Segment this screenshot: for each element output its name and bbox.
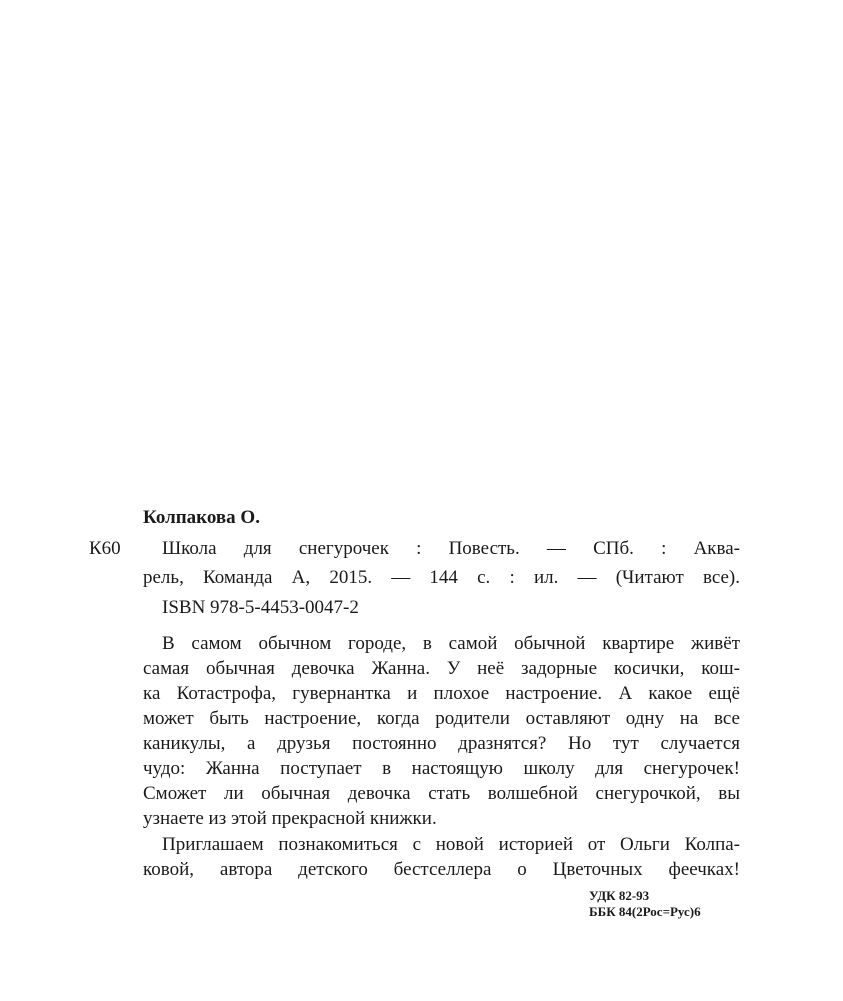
record-line: Школа для снегурочек : Повесть. — СПб. : Аква- [162,538,740,559]
annotation-line: самая обычная девочка Жанна. У неё задорные косички, кош- [143,658,740,679]
udk: УДК 82-93 [589,888,650,903]
annotation-line: В самом обычном городе, в самой обычной квартире живёт [162,633,740,654]
annotation-line: ковой, автора детского бестселлера о Цветочных феечках! [143,859,740,880]
author: Колпакова О. [143,507,260,528]
record-line: рель, Команда А, 2015. — 144 с. : ил. — (Читают все). [143,567,740,588]
bbk: ББК 84(2Рос=Рус)6 [589,904,701,919]
annotation-line: узнаете из этой прекрасной книжки. [143,808,437,829]
annotation-line: может быть настроение, когда родители оставляют одну на все [143,708,740,729]
isbn: ISBN 978-5-4453-0047-2 [162,597,359,618]
annotation-line: каникулы, а друзья постоянно дразнятся? Но тут случается [143,733,740,754]
annotation-line: Приглашаем познакомиться с новой историей от Ольги Колпа- [162,834,740,855]
annotation-line: чудо: Жанна поступает в настоящую школу для снегурочек! [143,758,740,779]
annotation-line: Сможет ли обычная девочка стать волшебной снегурочкой, вы [143,783,740,804]
annotation-line: ка Котастрофа, гувернантка и плохое настроение. А какое ещё [143,683,740,704]
catalog-code: К60 [89,538,121,559]
